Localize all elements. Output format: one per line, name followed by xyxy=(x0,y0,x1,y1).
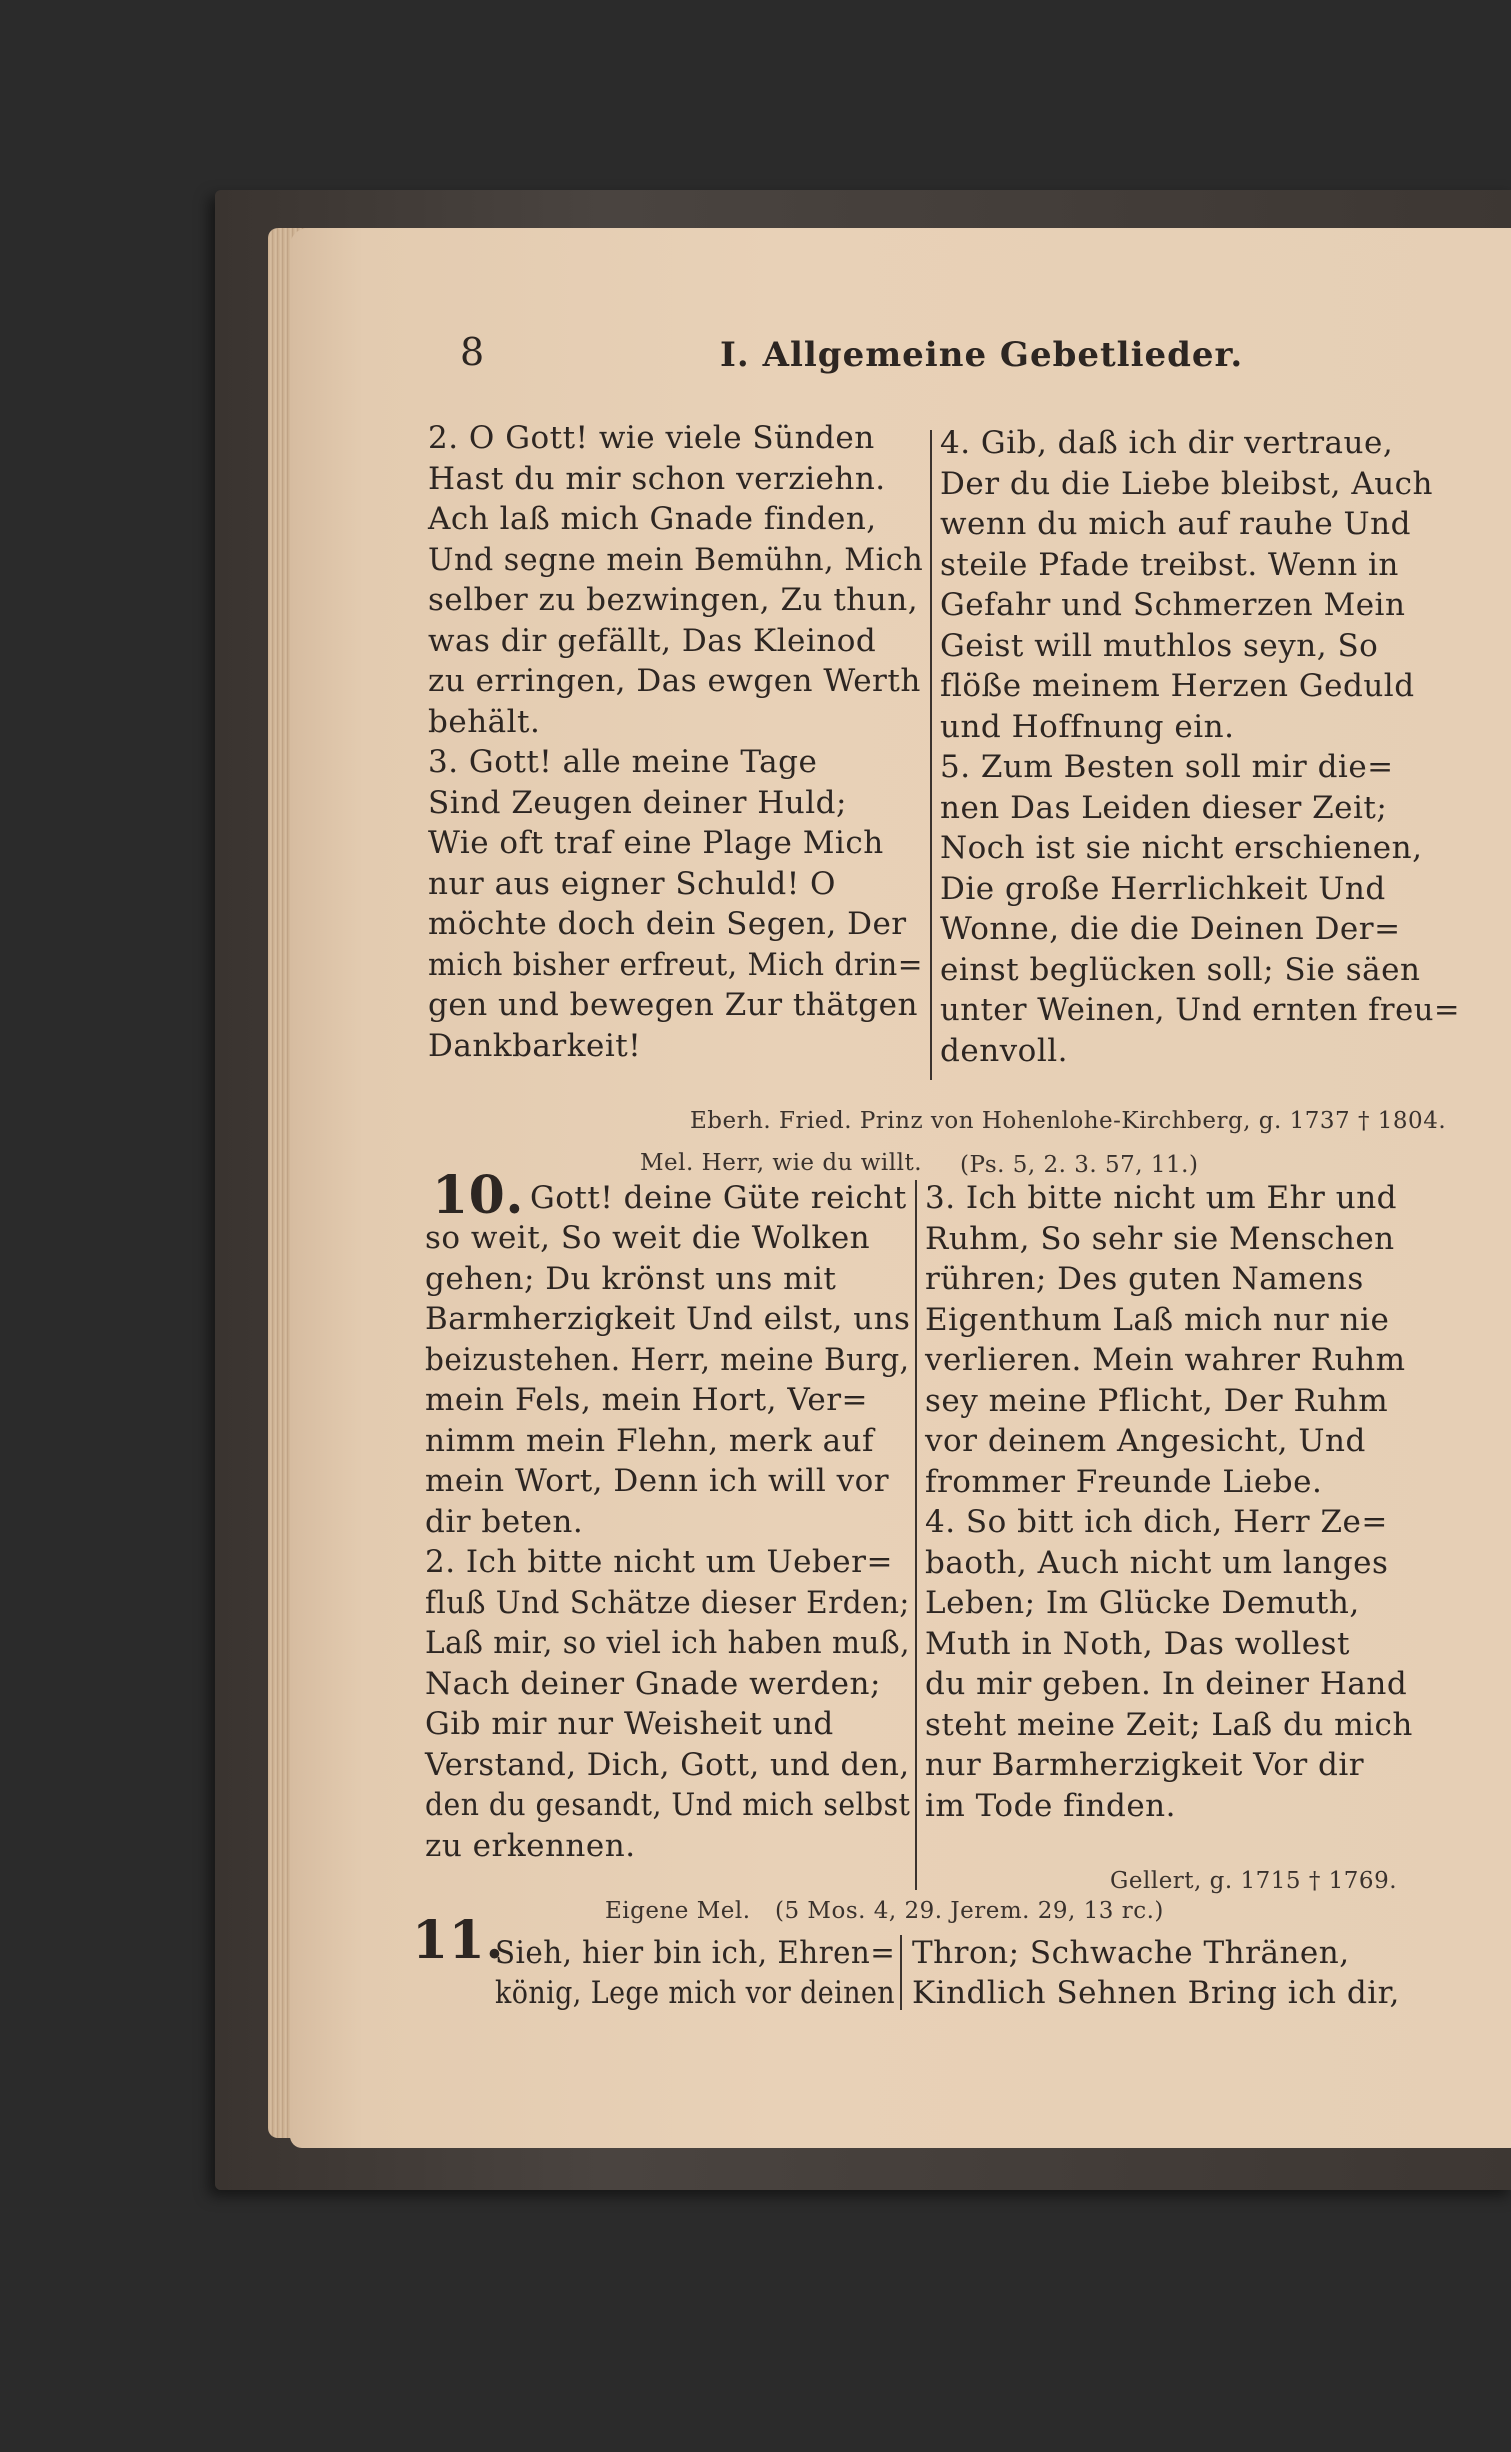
text-line: rühren; Des guten Namens xyxy=(925,1261,1364,1297)
text-line: verlieren. Mein wahrer Ruhm xyxy=(925,1342,1406,1378)
text-line: steile Pfade treibst. Wenn in xyxy=(940,546,1399,583)
text-line: denvoll. xyxy=(940,1032,1069,1069)
text-line: möchte doch dein Segen, Der xyxy=(428,906,907,942)
text-line: vor deinem Angesicht, Und xyxy=(925,1423,1366,1459)
column-divider-1 xyxy=(930,430,932,1080)
text-line: Ruhm, So sehr sie Menschen xyxy=(925,1220,1395,1257)
text-line: Laß mir, so viel ich haben muß, xyxy=(425,1625,911,1661)
text-line: Thron; Schwache Thränen, xyxy=(912,1935,1350,1971)
hymn10-author: Gellert, g. 1715 † 1769. xyxy=(1110,1868,1398,1894)
text-line: nen Das Leiden dieser Zeit; xyxy=(940,789,1388,826)
hymn11-number: 11. xyxy=(412,1910,504,1971)
text-line: Geist will muthlos seyn, So xyxy=(940,627,1379,664)
text-line: beizustehen. Herr, meine Burg, xyxy=(425,1341,910,1378)
text-line: Eigenthum Laß mich nur nie xyxy=(925,1301,1390,1338)
text-line: du mir geben. In deiner Hand xyxy=(925,1666,1408,1702)
text-line: gehen; Du krönst uns mit xyxy=(425,1260,837,1297)
text-line: Gefahr und Schmerzen Mein xyxy=(940,587,1406,623)
text-line: dir beten. xyxy=(425,1503,584,1540)
text-line: einst beglücken soll; Sie säen xyxy=(940,951,1421,988)
text-line: Wie oft traf eine Plage Mich xyxy=(428,825,884,861)
text-line: könig, Lege mich vor deinen xyxy=(495,1975,896,2011)
hymn11-reference: (5 Mos. 4, 29. Jerem. 29, 13 rc.) xyxy=(775,1898,1164,1924)
text-line: Und segne mein Bemühn, Mich xyxy=(428,541,924,578)
text-line: Die große Herrlichkeit Und xyxy=(940,870,1386,907)
hymn10-melody: Mel. Herr, wie du willt. xyxy=(640,1150,923,1176)
text-line: so weit, So weit die Wolken xyxy=(425,1220,871,1256)
text-line: nur aus eigner Schuld! O xyxy=(428,865,836,902)
text-line: frommer Freunde Liebe. xyxy=(925,1463,1323,1500)
text-line: zu erkennen. xyxy=(425,1827,636,1864)
text-line: mich bisher erfreut, Mich drin= xyxy=(428,946,923,983)
text-line: Noch ist sie nicht erschienen, xyxy=(940,830,1423,866)
text-line: Verstand, Dich, Gott, und den, xyxy=(425,1746,910,1783)
text-line: mein Wort, Denn ich will vor xyxy=(425,1463,890,1499)
text-line: flöße meinem Herzen Geduld xyxy=(940,668,1415,704)
text-line: baoth, Auch nicht um langes xyxy=(925,1544,1389,1581)
text-line: und Hoffnung ein. xyxy=(940,708,1235,745)
text-line: den du gesandt, Und mich selbst xyxy=(425,1787,911,1823)
text-line: nimm mein Flehn, merk auf xyxy=(425,1422,875,1459)
text-line: Hast du mir schon verziehn. xyxy=(428,460,886,497)
hymn11-melody: Eigene Mel. xyxy=(605,1898,751,1924)
text-line: 2. O Gott! wie viele Sünden xyxy=(428,420,875,456)
text-line: Wonne, die die Deinen Der= xyxy=(940,911,1401,947)
hymn10-reference: (Ps. 5, 2. 3. 57, 11.) xyxy=(960,1152,1199,1178)
column-divider-2 xyxy=(915,1180,917,1890)
text-line: nur Barmherzigkeit Vor dir xyxy=(925,1747,1365,1783)
text-line: Sind Zeugen deiner Huld; xyxy=(428,784,847,821)
text-line: Ach laß mich Gnade finden, xyxy=(428,501,877,537)
text-line: Barmherzigkeit Und eilst, uns xyxy=(425,1301,911,1337)
text-line: gen und bewegen Zur thätgen xyxy=(428,987,918,1023)
text-line: 2. Ich bitte nicht um Ueber= xyxy=(425,1544,893,1580)
text-line: fluß Und Schätze dieser Erden; xyxy=(425,1584,910,1621)
text-line: Gib mir nur Weisheit und xyxy=(425,1706,834,1742)
text-line: sey meine Pflicht, Der Ruhm xyxy=(925,1382,1389,1419)
text-line: im Tode finden. xyxy=(925,1787,1177,1824)
text-line: Leben; Im Glücke Demuth, xyxy=(925,1585,1360,1621)
hymn10-number: 10. xyxy=(432,1165,524,1226)
text-line: 5. Zum Besten soll mir die= xyxy=(940,749,1394,785)
text-line: behält. xyxy=(428,703,541,740)
hymn10-first-line: Gott! deine Güte reicht xyxy=(530,1180,907,1216)
text-line: wenn du mich auf rauhe Und xyxy=(940,506,1411,542)
page-header: I. Allgemeine Gebetlieder. xyxy=(720,335,1244,375)
column-divider-3 xyxy=(900,1935,902,2010)
text-line: mein Fels, mein Hort, Ver= xyxy=(425,1382,869,1418)
text-line: Nach deiner Gnade werden; xyxy=(425,1665,881,1702)
text-line: Kindlich Sehnen Bring ich dir, xyxy=(912,1975,1400,2011)
text-line: unter Weinen, Und ernten freu= xyxy=(940,992,1461,1028)
text-line: Dankbarkeit! xyxy=(428,1027,642,1064)
text-line: Muth in Noth, Das wollest xyxy=(925,1625,1350,1662)
text-line: selber zu bezwingen, Zu thun, xyxy=(428,582,919,618)
text-line: steht meine Zeit; Laß du mich xyxy=(925,1706,1413,1743)
text-line: was dir gefällt, Das Kleinod xyxy=(428,622,877,659)
text-line: Der du die Liebe bleibst, Auch xyxy=(940,465,1434,502)
text-line: Sieh, hier bin ich, Ehren= xyxy=(495,1935,896,1971)
text-line: 4. So bitt ich dich, Herr Ze= xyxy=(925,1504,1388,1540)
section1-author: Eberh. Fried. Prinz von Hohenlohe-Kirchberg, g. 1737 † 1804. xyxy=(690,1108,1447,1134)
text-line: 3. Ich bitte nicht um Ehr und xyxy=(925,1180,1398,1216)
text-line: 4. Gib, daß ich dir vertraue, xyxy=(940,425,1394,461)
text-line: 3. Gott! alle meine Tage xyxy=(428,744,818,780)
text-line: zu erringen, Das ewgen Werth xyxy=(428,663,921,699)
page-number: 8 xyxy=(460,330,485,374)
